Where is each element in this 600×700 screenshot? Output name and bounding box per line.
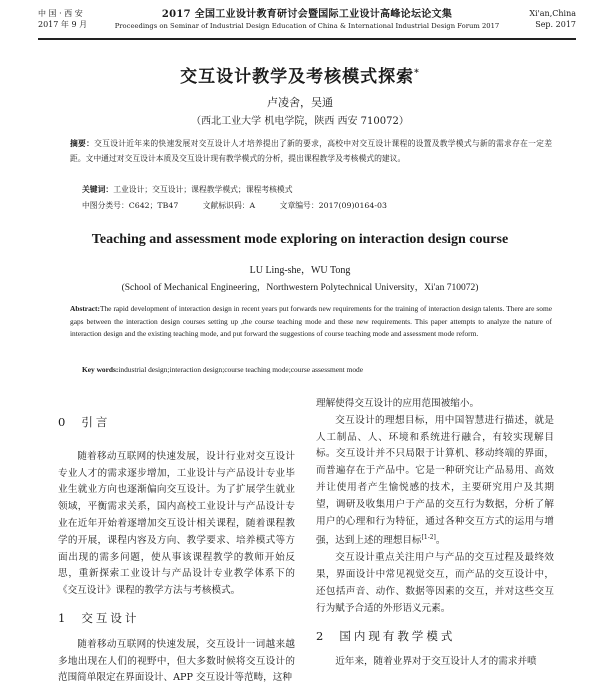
section-heading-2 <box>316 628 554 645</box>
header-location-en: Xi'an,China <box>529 9 576 18</box>
abstract-en-label: Abstract: <box>70 304 100 313</box>
title-en: Teaching and assessment mode exploring on interaction design course <box>91 232 509 247</box>
header-location: 中 国 · 西 安 <box>38 9 83 18</box>
title-cn <box>0 62 600 87</box>
abstract-cn-label: 摘要： <box>70 139 95 148</box>
body-column-right <box>316 396 554 671</box>
paragraph-text: 交互设计的理想目标，用中国智慧进行描述，就是人工制品、人、环境和系统进行融合，有较实现解目标。交互设计并不只局限于计算机、移动终端的界面，而普遍存在于产品中。它是一种研究让产品易用、高效并让使用者产生愉悦感的技术，主要研究用户及其期望，调研及收集用户于产品的交互行为数据，分析了解用户的心理和行为特征，通过各种交互方式的运用与增强，达到上述的理想目标 <box>316 414 554 547</box>
keywords-cn-text: 工业设计；交互设计；课程教学模式；课程考核模式 <box>113 185 293 194</box>
document-code: 文献标识码：A <box>202 201 256 210</box>
header-date: 2017 年 9 月 <box>38 20 88 29</box>
paragraph-end: 。 <box>435 535 446 547</box>
keywords-cn <box>82 184 552 196</box>
section-number: 0 <box>58 415 66 429</box>
abstract-en <box>70 303 552 341</box>
title-cn-text: 交互设计教学及考核模式探索 <box>180 67 415 87</box>
clc-number: 中图分类号：C642；TB47 <box>82 201 179 210</box>
section-heading-0 <box>58 414 295 431</box>
paragraph: 随着移动互联网的快速发展，交互设计一词越来越多地出现在人们的视野中，但大多数时候将交互设计的范围简单限定在界面设计、APP 交互设计等范畴，这种 <box>58 638 295 684</box>
section-heading-1 <box>58 610 295 627</box>
keywords-cn-label: 关键词： <box>82 185 114 194</box>
header-date-en: Sep. 2017 <box>535 20 576 29</box>
section-title: 交互设计 <box>81 610 140 625</box>
affiliation-cn: （西北工业大学 机电学院，陕西 西安 710072） <box>191 116 409 127</box>
section-number: 2 <box>316 628 324 643</box>
classification-cn <box>82 200 552 212</box>
body-column-left <box>58 396 295 687</box>
section-title: 国内现有教学模式 <box>339 628 456 643</box>
title-footnote-mark: * <box>414 68 420 79</box>
header-proceedings-cn: 2017 全国工业设计教育研讨会暨国际工业设计高峰论坛论文集 <box>161 9 453 20</box>
article-id: 文章编号：2017(09)0164-03 <box>279 201 387 210</box>
section-title: 引言 <box>81 415 111 429</box>
header-location-date-en <box>506 8 576 30</box>
keywords-en-label: Key words: <box>82 365 119 374</box>
header-location-date <box>38 8 108 30</box>
abstract-en-text: The rapid development of interaction design in recent years put forwards new requirements for the training of interaction design talents. There are some gaps between the interaction design courses setting up ,the course teaching mode and these new requirements. This paper attempts to analyze the nature of interaction design and the existing teaching mode, and put forward the suggestions of course teaching mode and assessment mode reform. <box>70 304 552 338</box>
authors-en: LU Ling-she，WU Tong <box>249 265 351 276</box>
keywords-en-text: industrial design;interaction design;course teaching mode;course assessment mode <box>118 365 363 374</box>
paragraph: 随着移动互联网的快速发展，设计行业对交互设计专业人才的需求逐步增加，工业设计与产品设计专业毕业生就业方向也逐渐偏向交互设计。为了扩展学生就业领域，平衡需求关系，国内高校工业设计与产品设计专业在近年开始着逐增加交互设计相关课程，随着课程教学的开展，课程内容及方向、教学要求、培养模式等方面出现的需多问题，使从事该课程教学的教师开始反思，重新探索工业设计与产品设计专业教学体系下的《交互设计》课程的教学方法与考核模式。 <box>58 450 295 597</box>
abstract-cn-text: 交互设计近年来的快速发展对交互设计人才培养提出了新的要求，高校中对交互设计课程的设置及教学模式与新的需求存在一定差距。文中通过对交互设计本质及交互设计现有教学模式的分析，提出课程教学及考核模式的建议。 <box>70 139 553 163</box>
paragraph-continued: 理解使得交互设计的应用范围被缩小。 <box>316 398 480 409</box>
citation-ref: [1-2] <box>421 534 436 542</box>
keywords-en <box>82 364 552 376</box>
header-proceedings <box>108 8 506 31</box>
affiliation-en: (School of Mechanical Engineering，Northwestern Polytechnical University，Xi'an 710072) <box>121 283 479 293</box>
header-proceedings-en: Proceedings on Seminar of Industrial Design Education of China & International Industrial Design Forum 2017 <box>114 22 500 30</box>
running-header <box>38 8 576 40</box>
paragraph: 近年来，随着业界对于交互设计人才的需求并喷 <box>335 656 537 668</box>
paragraph: 交互设计重点关注用户与产品的交互过程及最终效果，界面设计中常见视觉交互，而产品的交互设计中，还包括声音、动作、数据等因素的交互，并对这些交互行为赋予合适的外形语义元素。 <box>316 552 554 614</box>
abstract-cn <box>70 136 552 166</box>
section-number: 1 <box>58 610 66 625</box>
authors-cn: 卢凌舍，吴通 <box>267 96 333 109</box>
paragraph <box>316 413 554 551</box>
